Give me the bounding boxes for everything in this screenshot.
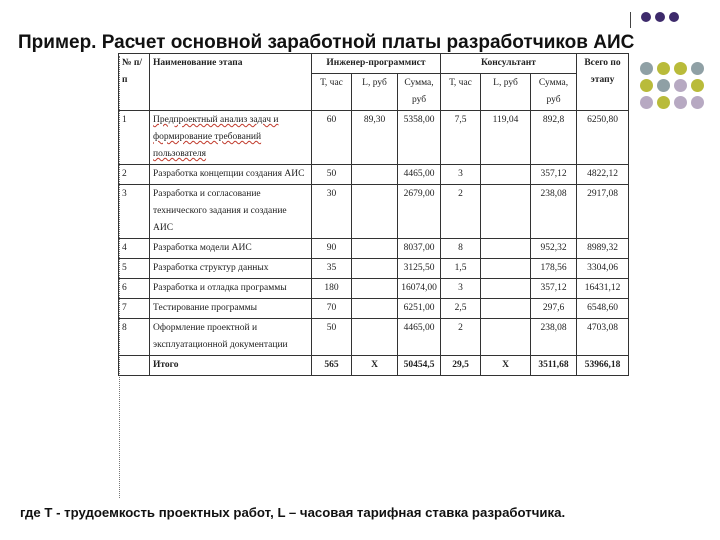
header-l: L, руб	[481, 74, 531, 111]
slide-title: Пример. Расчет основной заработной платы разработчиков АИС	[18, 32, 635, 53]
row-stage: Оформление проектной и эксплуатационной документации	[150, 319, 312, 356]
row-cons-l	[481, 319, 531, 356]
row-eng-l	[352, 319, 398, 356]
row-eng-t: 60	[312, 111, 352, 165]
decor-dot	[657, 62, 670, 75]
row-stage: Предпроектный анализ задач и формирование требований пользователя	[150, 111, 312, 165]
row-total: 6250,80	[577, 111, 629, 165]
table-row	[119, 259, 629, 279]
table-header-row	[119, 54, 629, 74]
row-total: 8989,32	[577, 239, 629, 259]
row-cons-t: 3	[441, 165, 481, 185]
decor-dot	[657, 79, 670, 92]
table-row	[119, 185, 629, 239]
row-cons-sum: 238,08	[531, 319, 577, 356]
row-eng-t: 90	[312, 239, 352, 259]
row-cons-t: 2,5	[441, 299, 481, 319]
row-stage: Разработка модели АИС	[150, 239, 312, 259]
totals-label: Итого	[150, 356, 312, 376]
row-eng-t: 30	[312, 185, 352, 239]
row-eng-sum: 8037,00	[398, 239, 441, 259]
row-total: 4822,12	[577, 165, 629, 185]
row-eng-sum: 6251,00	[398, 299, 441, 319]
row-cons-sum: 357,12	[531, 165, 577, 185]
decor-dot	[655, 12, 665, 22]
totals-el: Х	[352, 356, 398, 376]
table-row	[119, 111, 629, 165]
totals-row	[119, 356, 629, 376]
row-stage: Тестирование программы	[150, 299, 312, 319]
row-cons-l: 119,04	[481, 111, 531, 165]
row-num: 4	[119, 239, 150, 259]
header-stage: Наименование этапа	[150, 54, 312, 111]
row-eng-t: 50	[312, 319, 352, 356]
totals-cl: Х	[481, 356, 531, 376]
row-cons-sum: 238,08	[531, 185, 577, 239]
row-eng-l	[352, 299, 398, 319]
table-row	[119, 239, 629, 259]
row-total: 6548,60	[577, 299, 629, 319]
decor-dot	[640, 79, 653, 92]
table-row	[119, 279, 629, 299]
row-stage: Разработка и отладка программы	[150, 279, 312, 299]
row-cons-sum: 178,56	[531, 259, 577, 279]
row-eng-l	[352, 185, 398, 239]
row-cons-l	[481, 279, 531, 299]
decor-dot	[657, 96, 670, 109]
decor-line	[630, 12, 631, 28]
row-stage: Разработка и согласование технического задания и создание АИС	[150, 185, 312, 239]
row-total: 3304,06	[577, 259, 629, 279]
row-num: 8	[119, 319, 150, 356]
salary-table	[118, 53, 629, 376]
row-eng-l: 89,30	[352, 111, 398, 165]
row-eng-sum: 16074,00	[398, 279, 441, 299]
totals-total: 53966,18	[577, 356, 629, 376]
row-stage: Разработка концепции создания АИС	[150, 165, 312, 185]
header-t: Т, час	[312, 74, 352, 111]
header-l: L, руб	[352, 74, 398, 111]
row-eng-sum: 2679,00	[398, 185, 441, 239]
row-eng-l	[352, 259, 398, 279]
table-row	[119, 299, 629, 319]
header-sum: Сумма, руб	[531, 74, 577, 111]
decor-dot	[674, 62, 687, 75]
header-total: Всего по этапу	[577, 54, 629, 111]
table-body	[119, 111, 629, 356]
decor-dot	[641, 12, 651, 22]
row-cons-l	[481, 239, 531, 259]
row-eng-sum: 3125,50	[398, 259, 441, 279]
decor-dot	[691, 96, 704, 109]
row-eng-t: 180	[312, 279, 352, 299]
header-consultant: Консультант	[441, 54, 577, 74]
row-eng-sum: 4465,00	[398, 319, 441, 356]
row-total: 2917,08	[577, 185, 629, 239]
row-cons-t: 8	[441, 239, 481, 259]
row-total: 16431,12	[577, 279, 629, 299]
row-eng-t: 50	[312, 165, 352, 185]
row-num: 5	[119, 259, 150, 279]
decor-dot	[669, 12, 679, 22]
totals-et: 565	[312, 356, 352, 376]
decor-dot	[640, 62, 653, 75]
row-eng-l	[352, 239, 398, 259]
totals-cs: 3511,68	[531, 356, 577, 376]
decor-dot	[674, 79, 687, 92]
row-eng-l	[352, 165, 398, 185]
row-num: 7	[119, 299, 150, 319]
row-cons-sum: 297,6	[531, 299, 577, 319]
header-t: Т, час	[441, 74, 481, 111]
row-num: 1	[119, 111, 150, 165]
footnote: где Т - трудоемкость проектных работ, L – часовая тарифная ставка разработчика.	[20, 505, 566, 520]
header-num: № п/п	[119, 54, 150, 111]
decor-dot	[691, 62, 704, 75]
row-num: 6	[119, 279, 150, 299]
row-stage: Разработка структур данных	[150, 259, 312, 279]
header-engineer: Инженер-программист	[312, 54, 441, 74]
row-eng-l	[352, 279, 398, 299]
table-row	[119, 165, 629, 185]
header-sum: Сумма, руб	[398, 74, 441, 111]
row-cons-sum: 952,32	[531, 239, 577, 259]
row-cons-l	[481, 299, 531, 319]
row-cons-t: 2	[441, 319, 481, 356]
row-cons-sum: 892,8	[531, 111, 577, 165]
totals-ct: 29,5	[441, 356, 481, 376]
decor-dot	[674, 96, 687, 109]
row-cons-sum: 357,12	[531, 279, 577, 299]
row-cons-t: 3	[441, 279, 481, 299]
table-row	[119, 319, 629, 356]
row-total: 4703,08	[577, 319, 629, 356]
row-num: 3	[119, 185, 150, 239]
row-eng-sum: 5358,00	[398, 111, 441, 165]
row-eng-t: 70	[312, 299, 352, 319]
totals-es: 50454,5	[398, 356, 441, 376]
row-eng-sum: 4465,00	[398, 165, 441, 185]
row-cons-l	[481, 259, 531, 279]
decor-dot	[691, 79, 704, 92]
row-cons-l	[481, 185, 531, 239]
row-eng-t: 35	[312, 259, 352, 279]
row-cons-l	[481, 165, 531, 185]
row-num: 2	[119, 165, 150, 185]
decor-dot	[640, 96, 653, 109]
row-cons-t: 7,5	[441, 111, 481, 165]
row-cons-t: 1,5	[441, 259, 481, 279]
row-cons-t: 2	[441, 185, 481, 239]
